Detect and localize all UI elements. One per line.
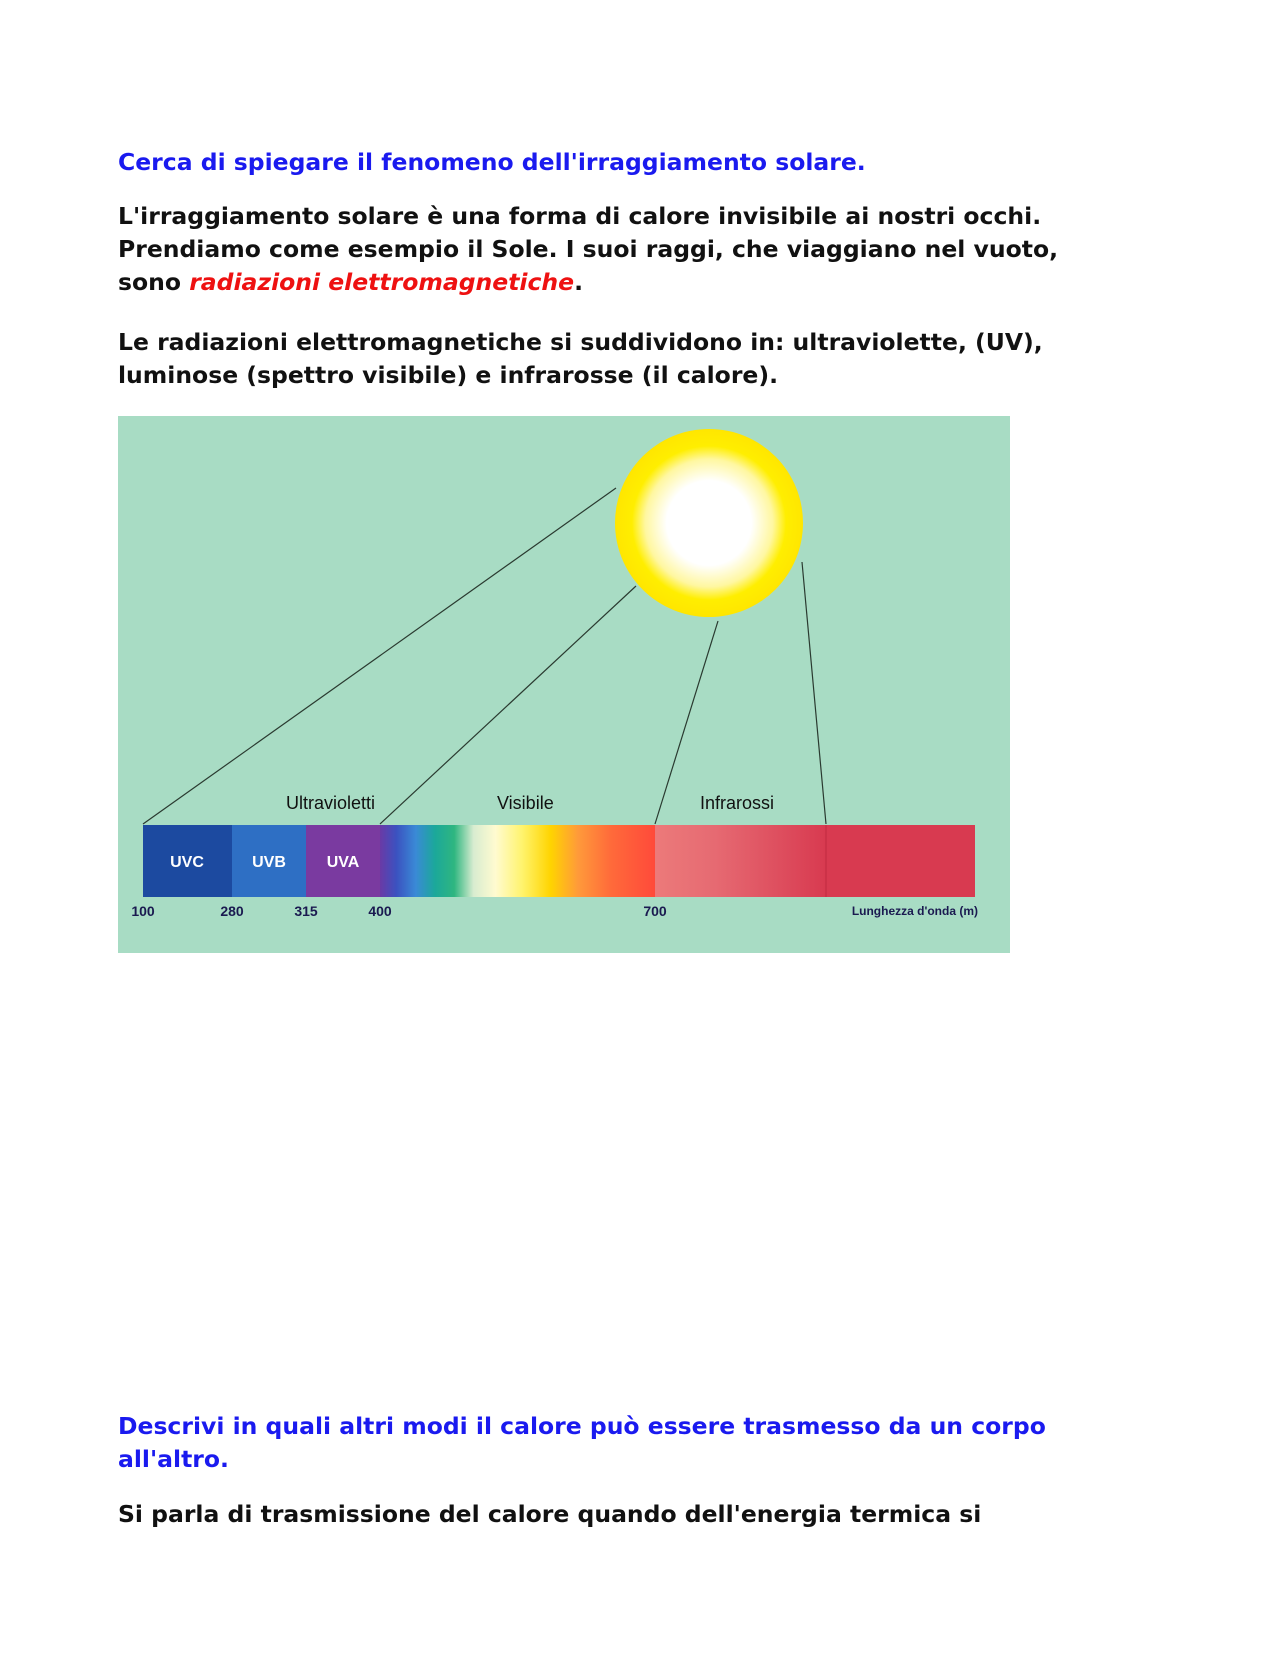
para1-line3-prefix: sono	[118, 268, 190, 296]
para2-line1: Le radiazioni elettromagnetiche si suddividono in: ultraviolette, (UV),	[118, 328, 1043, 356]
ray-line	[143, 488, 616, 824]
paragraph-trasmissione: Si parla di trasmissione del calore quando dell'energia termica si	[118, 1500, 982, 1528]
ray-line	[380, 586, 636, 824]
sun-icon	[615, 429, 803, 617]
question2-line2: all'altro.	[118, 1445, 229, 1473]
group-label-ultravioletti: Ultravioletti	[286, 793, 376, 813]
band-label-uvc: UVC	[170, 854, 204, 871]
tick-label: 400	[368, 903, 392, 919]
tick-label: 280	[220, 903, 244, 919]
axis-label: Lunghezza d'onda (m)	[851, 904, 978, 918]
para1-line2: Prendiamo come esempio il Sole. I suoi raggi, che viaggiano nel vuoto,	[118, 235, 1059, 263]
para2-line2: luminose (spettro visibile) e infrarosse (il calore).	[118, 361, 779, 389]
band-infrared-far	[826, 825, 975, 897]
band-infrared-near	[655, 825, 826, 897]
group-label-infrarossi: Infrarossi	[700, 793, 775, 813]
emphasis-radiazioni: radiazioni elettromagnetiche	[189, 268, 575, 296]
question2-line1: Descrivi in quali altri modi il calore può essere trasmesso da un corpo	[118, 1412, 1046, 1440]
paragraph-radiazioni	[118, 326, 1178, 392]
paragraph-irraggiamento	[118, 200, 1178, 299]
para1-line3-suffix: .	[574, 268, 584, 296]
band-label-uvb: UVB	[252, 854, 286, 871]
spectrum-figure	[118, 416, 1010, 953]
tick-label: 100	[131, 903, 155, 919]
para1-line1: L'irraggiamento solare è una forma di calore invisibile ai nostri occhi.	[118, 202, 1042, 230]
question-trasmissione	[118, 1410, 1168, 1476]
ray-line	[802, 562, 826, 824]
band-visible	[380, 825, 655, 897]
group-label-visibile: Visibile	[497, 793, 554, 813]
band-label-uva: UVA	[326, 854, 360, 871]
question-irraggiamento: Cerca di spiegare il fenomeno dell'irraggiamento solare.	[118, 148, 866, 176]
tick-label: 700	[643, 903, 667, 919]
tick-label: 315	[294, 903, 318, 919]
spectrum-illustration	[118, 416, 1010, 953]
